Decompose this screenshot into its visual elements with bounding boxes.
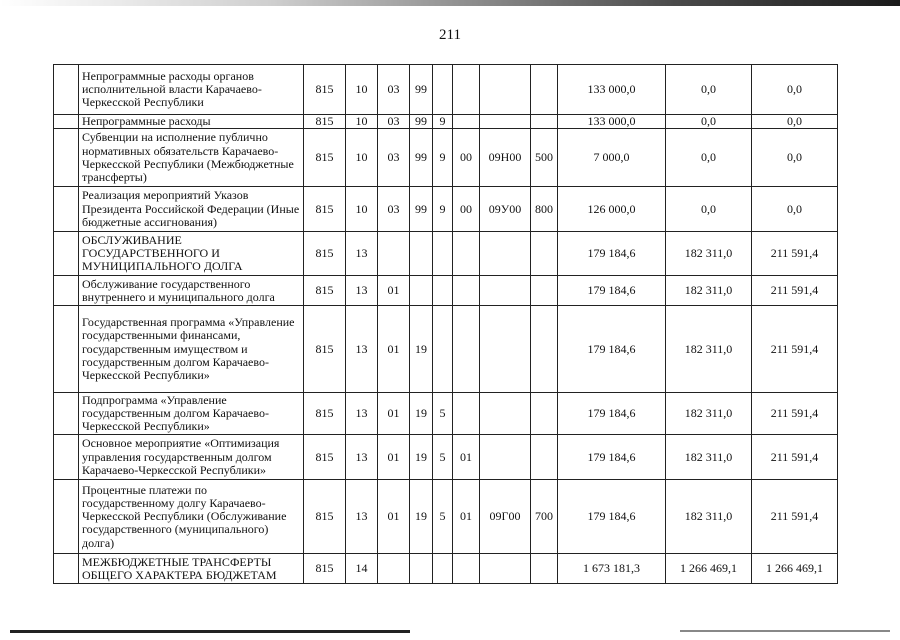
- row-name-cell: Реализация мероприятий Указов Президента Российской Федерации (Иные бюджетные ассигнования): [79, 187, 304, 232]
- subsection-code-cell: 03: [378, 115, 410, 129]
- amount-year2-cell: 182 311,0: [666, 393, 752, 435]
- ministry-code-cell: 815: [304, 65, 346, 115]
- amount-year1-cell: 133 000,0: [558, 65, 666, 115]
- section-code-cell: 13: [346, 435, 378, 480]
- section-code-cell: 13: [346, 393, 378, 435]
- subsection-code-cell: 01: [378, 393, 410, 435]
- spacer-cell: [54, 129, 79, 187]
- event-code-cell: [453, 115, 480, 129]
- ministry-code-cell: 815: [304, 554, 346, 584]
- ministry-code-cell: 815: [304, 187, 346, 232]
- ministry-code-cell: 815: [304, 115, 346, 129]
- event-code-cell: [453, 65, 480, 115]
- page-number: 211: [439, 27, 461, 43]
- amount-year1-cell: 7 000,0: [558, 129, 666, 187]
- amount-year2-cell: 0,0: [666, 65, 752, 115]
- subsection-code-cell: 01: [378, 276, 410, 306]
- spacer-cell: [54, 554, 79, 584]
- event-code-cell: [453, 232, 480, 276]
- direction-code-cell: [480, 65, 531, 115]
- table-row: [54, 480, 838, 554]
- amount-year2-cell: 0,0: [666, 187, 752, 232]
- amount-year3-cell: 211 591,4: [752, 393, 838, 435]
- subsection-code-cell: 03: [378, 65, 410, 115]
- section-code-cell: 10: [346, 129, 378, 187]
- row-name-cell: Государственная программа «Управление государственными финансами, государственным имуществом и государственным долгом Карачаево-Черкесской Республики»: [79, 306, 304, 393]
- expense-type-cell: [531, 276, 558, 306]
- program-code-cell: 99: [410, 115, 433, 129]
- row-name-cell: Непрограммные расходы: [79, 115, 304, 129]
- amount-year1-cell: 179 184,6: [558, 435, 666, 480]
- row-name-cell: Обслуживание государственного внутреннего и муниципального долга: [79, 276, 304, 306]
- bottom-scan-edge: [10, 630, 410, 633]
- ministry-code-cell: 815: [304, 393, 346, 435]
- event-code-cell: 01: [453, 480, 480, 554]
- expense-type-cell: [531, 65, 558, 115]
- subsection-code-cell: 01: [378, 306, 410, 393]
- expense-type-cell: [531, 393, 558, 435]
- direction-code-cell: 09У00: [480, 187, 531, 232]
- program-code-cell: 19: [410, 435, 433, 480]
- table-row: [54, 393, 838, 435]
- subprogram-code-cell: [433, 306, 453, 393]
- spacer-cell: [54, 232, 79, 276]
- expense-type-cell: 800: [531, 187, 558, 232]
- subsection-code-cell: 01: [378, 480, 410, 554]
- amount-year3-cell: 0,0: [752, 65, 838, 115]
- table-row: [54, 276, 838, 306]
- program-code-cell: 19: [410, 306, 433, 393]
- expense-type-cell: 700: [531, 480, 558, 554]
- ministry-code-cell: 815: [304, 232, 346, 276]
- row-name-cell: Процентные платежи по государственному долгу Карачаево-Черкесской Республики (Обслуживание государственного (муниципального) долга): [79, 480, 304, 554]
- ministry-code-cell: 815: [304, 306, 346, 393]
- amount-year2-cell: 182 311,0: [666, 276, 752, 306]
- amount-year2-cell: 182 311,0: [666, 306, 752, 393]
- table-row: [54, 435, 838, 480]
- amount-year2-cell: 0,0: [666, 115, 752, 129]
- amount-year1-cell: 179 184,6: [558, 480, 666, 554]
- amount-year1-cell: 179 184,6: [558, 276, 666, 306]
- amount-year2-cell: 1 266 469,1: [666, 554, 752, 584]
- expense-type-cell: [531, 232, 558, 276]
- direction-code-cell: [480, 435, 531, 480]
- event-code-cell: [453, 554, 480, 584]
- section-code-cell: 13: [346, 276, 378, 306]
- direction-code-cell: [480, 554, 531, 584]
- amount-year3-cell: 0,0: [752, 129, 838, 187]
- expense-type-cell: [531, 554, 558, 584]
- section-code-cell: 10: [346, 115, 378, 129]
- subsection-code-cell: [378, 554, 410, 584]
- budget-table: [53, 64, 838, 584]
- direction-code-cell: 09Г00: [480, 480, 531, 554]
- amount-year1-cell: 179 184,6: [558, 232, 666, 276]
- section-code-cell: 13: [346, 232, 378, 276]
- subsection-code-cell: 01: [378, 435, 410, 480]
- ministry-code-cell: 815: [304, 129, 346, 187]
- spacer-cell: [54, 276, 79, 306]
- program-code-cell: [410, 554, 433, 584]
- subprogram-code-cell: 5: [433, 480, 453, 554]
- program-code-cell: 19: [410, 393, 433, 435]
- subprogram-code-cell: [433, 276, 453, 306]
- program-code-cell: 99: [410, 187, 433, 232]
- direction-code-cell: [480, 393, 531, 435]
- section-code-cell: 10: [346, 65, 378, 115]
- amount-year2-cell: 182 311,0: [666, 480, 752, 554]
- subsection-code-cell: 03: [378, 187, 410, 232]
- amount-year3-cell: 0,0: [752, 187, 838, 232]
- amount-year1-cell: 126 000,0: [558, 187, 666, 232]
- amount-year3-cell: 211 591,4: [752, 435, 838, 480]
- program-code-cell: [410, 276, 433, 306]
- subsection-code-cell: [378, 232, 410, 276]
- amount-year1-cell: 1 673 181,3: [558, 554, 666, 584]
- expense-type-cell: [531, 306, 558, 393]
- event-code-cell: [453, 393, 480, 435]
- section-code-cell: 14: [346, 554, 378, 584]
- program-code-cell: 99: [410, 65, 433, 115]
- section-code-cell: 10: [346, 187, 378, 232]
- table-row: [54, 306, 838, 393]
- direction-code-cell: [480, 306, 531, 393]
- subprogram-code-cell: 5: [433, 393, 453, 435]
- event-code-cell: [453, 306, 480, 393]
- row-name-cell: Субвенции на исполнение публично нормативных обязательств Карачаево-Черкесской Республики (Межбюджетные трансферты): [79, 129, 304, 187]
- spacer-cell: [54, 480, 79, 554]
- program-code-cell: [410, 232, 433, 276]
- amount-year3-cell: 211 591,4: [752, 276, 838, 306]
- subprogram-code-cell: 5: [433, 435, 453, 480]
- table-body: [54, 65, 838, 584]
- event-code-cell: 00: [453, 129, 480, 187]
- amount-year3-cell: 211 591,4: [752, 232, 838, 276]
- program-code-cell: 99: [410, 129, 433, 187]
- table-row: [54, 554, 838, 584]
- spacer-cell: [54, 435, 79, 480]
- subprogram-code-cell: [433, 232, 453, 276]
- amount-year3-cell: 0,0: [752, 115, 838, 129]
- ministry-code-cell: 815: [304, 276, 346, 306]
- row-name-cell: Подпрограмма «Управление государственным долгом Карачаево-Черкесской Республики»: [79, 393, 304, 435]
- event-code-cell: 00: [453, 187, 480, 232]
- row-name-cell: Непрограммные расходы органов исполнительной власти Карачаево-Черкесской Республики: [79, 65, 304, 115]
- expense-type-cell: [531, 435, 558, 480]
- amount-year2-cell: 182 311,0: [666, 232, 752, 276]
- amount-year3-cell: 211 591,4: [752, 306, 838, 393]
- expense-type-cell: [531, 115, 558, 129]
- table-row: [54, 65, 838, 115]
- amount-year1-cell: 179 184,6: [558, 393, 666, 435]
- subprogram-code-cell: 9: [433, 129, 453, 187]
- subprogram-code-cell: [433, 65, 453, 115]
- section-code-cell: 13: [346, 306, 378, 393]
- bottom-scan-edge-right: [680, 630, 890, 632]
- row-name-cell: ОБСЛУЖИВАНИЕ ГОСУДАРСТВЕННОГО И МУНИЦИПАЛЬНОГО ДОЛГА: [79, 232, 304, 276]
- direction-code-cell: [480, 232, 531, 276]
- table-row: [54, 129, 838, 187]
- table-row: [54, 187, 838, 232]
- amount-year1-cell: 179 184,6: [558, 306, 666, 393]
- amount-year3-cell: 1 266 469,1: [752, 554, 838, 584]
- section-code-cell: 13: [346, 480, 378, 554]
- expense-type-cell: 500: [531, 129, 558, 187]
- table-row: [54, 115, 838, 129]
- spacer-cell: [54, 393, 79, 435]
- row-name-cell: Основное мероприятие «Оптимизация управления государственным долгом Карачаево-Черкесской Республики»: [79, 435, 304, 480]
- row-name-cell: МЕЖБЮДЖЕТНЫЕ ТРАНСФЕРТЫ ОБЩЕГО ХАРАКТЕРА БЮДЖЕТАМ: [79, 554, 304, 584]
- amount-year3-cell: 211 591,4: [752, 480, 838, 554]
- subprogram-code-cell: 9: [433, 115, 453, 129]
- ministry-code-cell: 815: [304, 435, 346, 480]
- spacer-cell: [54, 115, 79, 129]
- table-row: [54, 232, 838, 276]
- event-code-cell: 01: [453, 435, 480, 480]
- program-code-cell: 19: [410, 480, 433, 554]
- spacer-cell: [54, 65, 79, 115]
- subprogram-code-cell: 9: [433, 187, 453, 232]
- spacer-cell: [54, 306, 79, 393]
- event-code-cell: [453, 276, 480, 306]
- direction-code-cell: 09Н00: [480, 129, 531, 187]
- direction-code-cell: [480, 115, 531, 129]
- spacer-cell: [54, 187, 79, 232]
- ministry-code-cell: 815: [304, 480, 346, 554]
- top-scan-edge: [0, 0, 900, 6]
- amount-year2-cell: 182 311,0: [666, 435, 752, 480]
- amount-year1-cell: 133 000,0: [558, 115, 666, 129]
- direction-code-cell: [480, 276, 531, 306]
- amount-year2-cell: 0,0: [666, 129, 752, 187]
- subprogram-code-cell: [433, 554, 453, 584]
- subsection-code-cell: 03: [378, 129, 410, 187]
